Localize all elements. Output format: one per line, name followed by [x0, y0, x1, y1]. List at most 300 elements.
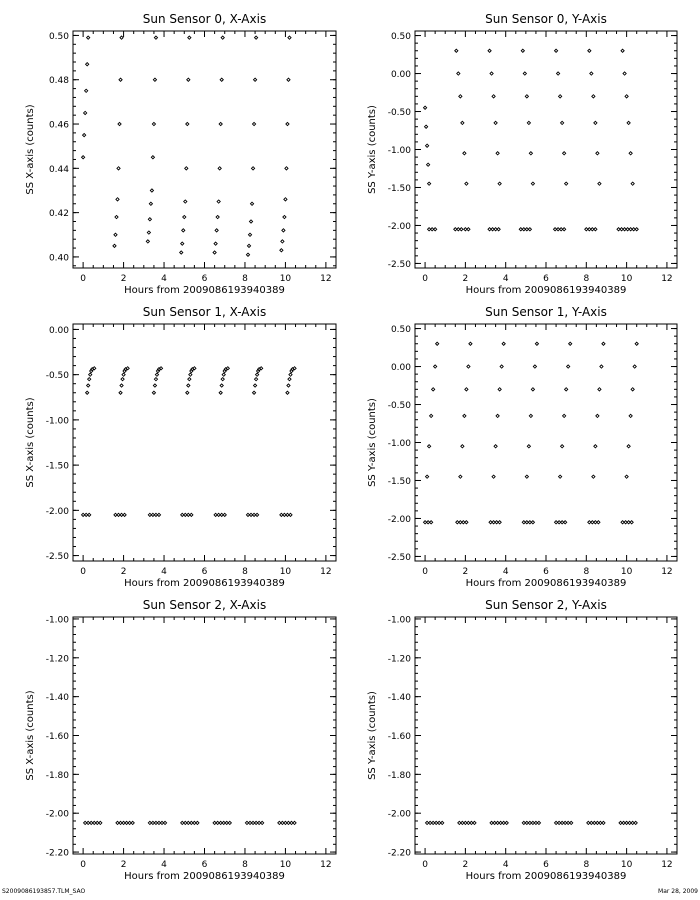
data-point	[559, 475, 562, 478]
data-point	[627, 445, 630, 448]
data-point	[502, 342, 505, 345]
y-tick-label: -2.20	[45, 848, 69, 859]
data-point	[123, 513, 126, 516]
data-point	[569, 342, 572, 345]
data-point	[256, 373, 259, 376]
data-point	[525, 95, 528, 98]
data-point	[214, 242, 217, 245]
data-point	[631, 388, 634, 391]
series-0	[425, 342, 638, 478]
chart-title: Sun Sensor 0, Y-Axis	[485, 12, 607, 26]
data-point	[151, 156, 154, 159]
x-tick-label: 12	[320, 567, 332, 577]
x-tick-label: 2	[462, 274, 469, 284]
chart-panel-1	[367, 12, 677, 296]
data-point	[459, 95, 462, 98]
data-point	[497, 228, 500, 231]
x-tick-label: 4	[161, 274, 167, 284]
data-point	[461, 121, 464, 124]
data-point	[189, 373, 192, 376]
y-tick-label: -2.00	[45, 809, 69, 820]
x-tick-label: 2	[120, 274, 127, 284]
data-point	[488, 49, 491, 52]
x-tick-label: 0	[422, 567, 428, 577]
y-axis-label: SS Y-axis (counts)	[367, 691, 378, 780]
data-point	[459, 475, 462, 478]
data-point	[82, 156, 85, 159]
x-tick-label: 4	[502, 860, 509, 870]
x-axis-label: Hours from 2009086193940389	[465, 285, 627, 296]
x-tick-label: 2	[462, 860, 469, 870]
data-point	[222, 373, 225, 376]
data-point	[282, 229, 285, 232]
y-tick-label: -1.80	[45, 770, 69, 781]
data-point	[288, 378, 291, 381]
x-tick-label: 12	[661, 274, 673, 284]
x-tick-label: 8	[242, 274, 248, 284]
chart-title: Sun Sensor 1, Y-Axis	[485, 305, 607, 319]
data-point	[152, 122, 155, 125]
data-point	[121, 378, 124, 381]
data-point	[597, 521, 600, 524]
data-point	[219, 122, 222, 125]
x-axis-label: Hours from 2009086193940389	[124, 285, 285, 296]
series-0	[82, 36, 292, 256]
y-tick-label: -2.50	[387, 552, 411, 563]
data-point	[629, 414, 632, 417]
data-point	[564, 521, 567, 524]
data-point	[490, 72, 493, 75]
x-tick-label: 6	[543, 860, 549, 870]
data-point	[86, 63, 89, 66]
y-tick-label: -1.20	[45, 654, 69, 665]
data-point	[460, 228, 463, 231]
chart-panel-3	[367, 305, 677, 589]
x-tick-label: 0	[80, 567, 86, 577]
data-point	[598, 182, 601, 185]
data-point	[216, 215, 219, 218]
x-tick-label: 8	[242, 567, 248, 577]
y-tick-label: -1.40	[45, 693, 69, 704]
x-tick-label: 4	[502, 274, 509, 284]
data-point	[427, 163, 430, 166]
data-point	[434, 228, 437, 231]
data-point	[602, 821, 605, 824]
data-point	[215, 229, 218, 232]
x-tick-label: 8	[583, 860, 590, 870]
data-point	[152, 391, 155, 394]
y-tick-label: -1.60	[45, 732, 69, 742]
data-point	[432, 388, 435, 391]
data-point	[261, 821, 264, 824]
series-0	[84, 821, 297, 824]
data-point	[190, 513, 193, 516]
y-tick-label: -1.80	[387, 770, 411, 781]
data-point	[287, 78, 290, 81]
data-point	[149, 202, 152, 205]
data-point	[498, 388, 501, 391]
y-axis-label: SS Y-axis (counts)	[367, 105, 378, 194]
data-point	[83, 134, 86, 137]
data-point	[455, 49, 458, 52]
data-point	[559, 95, 562, 98]
data-point	[598, 388, 601, 391]
data-point	[602, 342, 605, 345]
data-point	[184, 200, 187, 203]
y-tick-label: -0.50	[387, 401, 411, 412]
data-point	[131, 821, 134, 824]
data-point	[218, 167, 221, 170]
data-point	[217, 200, 220, 203]
x-tick-label: 0	[80, 274, 86, 284]
chart-title: Sun Sensor 0, X-Axis	[142, 12, 267, 26]
data-point	[563, 414, 566, 417]
y-tick-label: -2.00	[45, 506, 69, 517]
data-point	[521, 49, 524, 52]
data-point	[492, 95, 495, 98]
data-point	[525, 475, 528, 478]
data-point	[625, 95, 628, 98]
data-point	[425, 144, 428, 147]
data-point	[494, 445, 497, 448]
y-tick-label: -1.00	[45, 416, 69, 427]
data-point	[254, 378, 257, 381]
y-tick-label: -2.50	[45, 552, 69, 563]
data-point	[463, 414, 466, 417]
data-point	[531, 388, 534, 391]
data-point	[631, 182, 634, 185]
data-point	[89, 373, 92, 376]
y-tick-label: -1.20	[387, 654, 411, 665]
x-tick-label: 12	[661, 567, 673, 577]
y-tick-label: -0.50	[45, 371, 69, 382]
data-point	[535, 342, 538, 345]
x-axis-label: Hours from 2009086193940389	[124, 871, 285, 882]
data-point	[252, 122, 255, 125]
y-tick-label: -1.00	[387, 146, 411, 156]
data-point	[430, 521, 433, 524]
data-point	[494, 121, 497, 124]
chart-panel-2	[25, 305, 336, 589]
x-tick-label: 4	[502, 567, 509, 577]
y-tick-label: -2.00	[387, 221, 411, 232]
data-point	[634, 821, 637, 824]
data-point	[496, 152, 499, 155]
data-point	[531, 182, 534, 185]
data-point	[220, 384, 223, 387]
data-point	[554, 49, 557, 52]
data-point	[441, 821, 444, 824]
data-point	[288, 36, 291, 39]
data-point	[115, 215, 118, 218]
data-point	[153, 78, 156, 81]
x-tick-label: 8	[583, 567, 590, 577]
chart-title: Sun Sensor 1, X-Axis	[142, 305, 267, 319]
x-tick-label: 6	[201, 274, 208, 284]
y-tick-label: 0.00	[390, 70, 411, 81]
data-point	[221, 378, 224, 381]
chart-title: Sun Sensor 2, X-Axis	[142, 598, 267, 612]
data-point	[492, 475, 495, 478]
data-point	[148, 218, 151, 221]
x-tick-label: 12	[320, 274, 332, 284]
series-0	[425, 821, 637, 824]
data-point	[251, 167, 254, 170]
x-tick-label: 12	[320, 860, 332, 870]
data-point	[153, 384, 156, 387]
data-point	[463, 152, 466, 155]
data-point	[533, 365, 536, 368]
plot-frame	[415, 31, 677, 268]
data-point	[256, 513, 259, 516]
data-point	[182, 229, 185, 232]
data-point	[561, 121, 564, 124]
data-point	[116, 198, 119, 201]
x-tick-label: 12	[661, 860, 673, 870]
data-point	[155, 373, 158, 376]
data-point	[119, 78, 122, 81]
y-tick-label: -1.00	[45, 615, 69, 626]
data-point	[630, 521, 633, 524]
data-point	[187, 384, 190, 387]
x-tick-label: 10	[279, 274, 292, 284]
x-tick-label: 10	[279, 860, 292, 870]
x-tick-label: 10	[620, 860, 633, 870]
data-point	[187, 78, 190, 81]
data-point	[428, 445, 431, 448]
data-point	[465, 521, 468, 524]
data-point	[185, 167, 188, 170]
data-point	[529, 152, 532, 155]
y-tick-label: 0.00	[48, 325, 69, 336]
series-1	[82, 513, 293, 516]
data-point	[157, 513, 160, 516]
y-tick-label: 0.42	[48, 209, 69, 220]
series-1	[423, 521, 633, 524]
x-tick-label: 6	[543, 274, 549, 284]
data-point	[567, 365, 570, 368]
data-point	[186, 391, 189, 394]
footer-date: Mar 28, 2009	[658, 888, 698, 895]
x-tick-label: 10	[620, 274, 633, 284]
data-point	[523, 72, 526, 75]
data-point	[556, 72, 559, 75]
data-point	[87, 36, 90, 39]
y-axis-label: SS X-axis (counts)	[25, 397, 36, 488]
data-point	[221, 36, 224, 39]
data-point	[500, 365, 503, 368]
y-tick-label: -2.20	[387, 848, 411, 859]
data-point	[283, 215, 286, 218]
data-point	[84, 111, 87, 114]
data-point	[280, 249, 283, 252]
data-point	[527, 445, 530, 448]
x-tick-label: 10	[279, 567, 292, 577]
data-point	[465, 182, 468, 185]
y-tick-label: -1.40	[387, 693, 411, 704]
data-point	[527, 121, 530, 124]
data-point	[146, 240, 149, 243]
data-point	[281, 240, 284, 243]
data-point	[592, 475, 595, 478]
data-point	[563, 228, 566, 231]
y-tick-label: -1.00	[387, 439, 411, 449]
data-point	[596, 414, 599, 417]
x-tick-label: 2	[120, 567, 127, 577]
y-tick-label: -1.60	[387, 732, 411, 742]
y-tick-label: -1.00	[387, 615, 411, 626]
chart-title: Sun Sensor 2, Y-Axis	[485, 598, 607, 612]
data-point	[286, 122, 289, 125]
data-point	[213, 251, 216, 254]
data-point	[434, 365, 437, 368]
x-tick-label: 0	[422, 274, 428, 284]
x-tick-label: 4	[161, 567, 167, 577]
x-tick-label: 4	[161, 860, 167, 870]
data-point	[228, 821, 231, 824]
data-point	[188, 378, 191, 381]
data-point	[247, 244, 250, 247]
data-point	[147, 231, 150, 234]
data-point	[461, 445, 464, 448]
data-point	[565, 182, 568, 185]
data-point	[88, 513, 91, 516]
data-point	[627, 121, 630, 124]
data-point	[528, 228, 531, 231]
data-point	[633, 365, 636, 368]
data-point	[635, 342, 638, 345]
data-point	[565, 388, 568, 391]
data-point	[114, 233, 117, 236]
y-tick-label: 0.40	[48, 253, 69, 264]
x-tick-label: 6	[201, 567, 208, 577]
data-point	[154, 378, 157, 381]
data-point	[594, 121, 597, 124]
data-point	[467, 365, 470, 368]
data-point	[254, 36, 257, 39]
x-tick-label: 0	[422, 860, 428, 870]
plot-frame	[73, 617, 336, 854]
data-point	[120, 36, 123, 39]
series-0	[86, 367, 297, 395]
data-point	[621, 49, 624, 52]
data-point	[188, 36, 191, 39]
data-point	[289, 373, 292, 376]
footer-filename: S2009086193857.TLM_SAO	[2, 888, 86, 895]
x-tick-label: 8	[242, 860, 248, 870]
data-point	[623, 72, 626, 75]
y-tick-label: -1.50	[45, 461, 69, 472]
data-point	[596, 152, 599, 155]
y-tick-label: -1.50	[387, 476, 411, 487]
data-point	[625, 475, 628, 478]
data-point	[561, 445, 564, 448]
data-point	[284, 198, 287, 201]
data-point	[113, 244, 116, 247]
data-point	[186, 122, 189, 125]
data-point	[436, 342, 439, 345]
data-point	[154, 36, 157, 39]
data-point	[183, 215, 186, 218]
data-point	[196, 821, 199, 824]
chart-panel-5	[367, 598, 677, 882]
x-axis-label: Hours from 2009086193940389	[124, 578, 285, 589]
data-point	[181, 242, 184, 245]
data-point	[119, 391, 122, 394]
data-point	[293, 821, 296, 824]
data-point	[423, 106, 426, 109]
y-tick-label: 0.44	[48, 164, 69, 175]
series-0	[423, 49, 634, 185]
data-point	[563, 152, 566, 155]
data-point	[180, 251, 183, 254]
data-point	[246, 253, 249, 256]
data-point	[86, 391, 89, 394]
data-point	[122, 373, 125, 376]
data-point	[430, 414, 433, 417]
x-tick-label: 2	[462, 567, 469, 577]
data-point	[537, 821, 540, 824]
data-point	[286, 391, 289, 394]
data-point	[590, 72, 593, 75]
y-axis-label: SS X-axis (counts)	[25, 104, 36, 195]
data-point	[219, 391, 222, 394]
data-point	[253, 384, 256, 387]
data-point	[592, 95, 595, 98]
plot-frame	[73, 31, 336, 268]
data-point	[467, 228, 470, 231]
y-tick-label: 0.50	[390, 32, 411, 43]
y-tick-label: -0.50	[387, 108, 411, 119]
data-point	[252, 391, 255, 394]
x-tick-label: 8	[583, 274, 590, 284]
series-1	[428, 228, 639, 231]
data-point	[529, 414, 532, 417]
y-axis-label: SS Y-axis (counts)	[367, 398, 378, 487]
data-point	[253, 78, 256, 81]
data-point	[424, 125, 427, 128]
y-tick-label: 0.50	[390, 325, 411, 336]
data-point	[629, 152, 632, 155]
data-point	[531, 521, 534, 524]
data-point	[425, 475, 428, 478]
y-tick-label: -1.50	[387, 183, 411, 194]
data-point	[120, 384, 123, 387]
data-point	[505, 821, 508, 824]
x-tick-label: 6	[543, 567, 549, 577]
chart-panel-0	[25, 12, 336, 296]
y-tick-label: 0.48	[48, 76, 69, 87]
x-axis-label: Hours from 2009086193940389	[465, 578, 627, 589]
data-point	[496, 414, 499, 417]
plot-frame	[415, 617, 677, 854]
data-point	[87, 384, 90, 387]
data-point	[117, 167, 120, 170]
data-point	[285, 167, 288, 170]
data-point	[99, 821, 102, 824]
data-point	[469, 342, 472, 345]
y-axis-label: SS X-axis (counts)	[25, 690, 36, 781]
data-point	[118, 122, 121, 125]
data-point	[594, 228, 597, 231]
data-point	[85, 89, 88, 92]
data-point	[473, 821, 476, 824]
data-point	[588, 49, 591, 52]
chart-panel-4	[25, 598, 336, 882]
plot-frame	[73, 324, 336, 561]
data-point	[498, 182, 501, 185]
data-point	[594, 445, 597, 448]
